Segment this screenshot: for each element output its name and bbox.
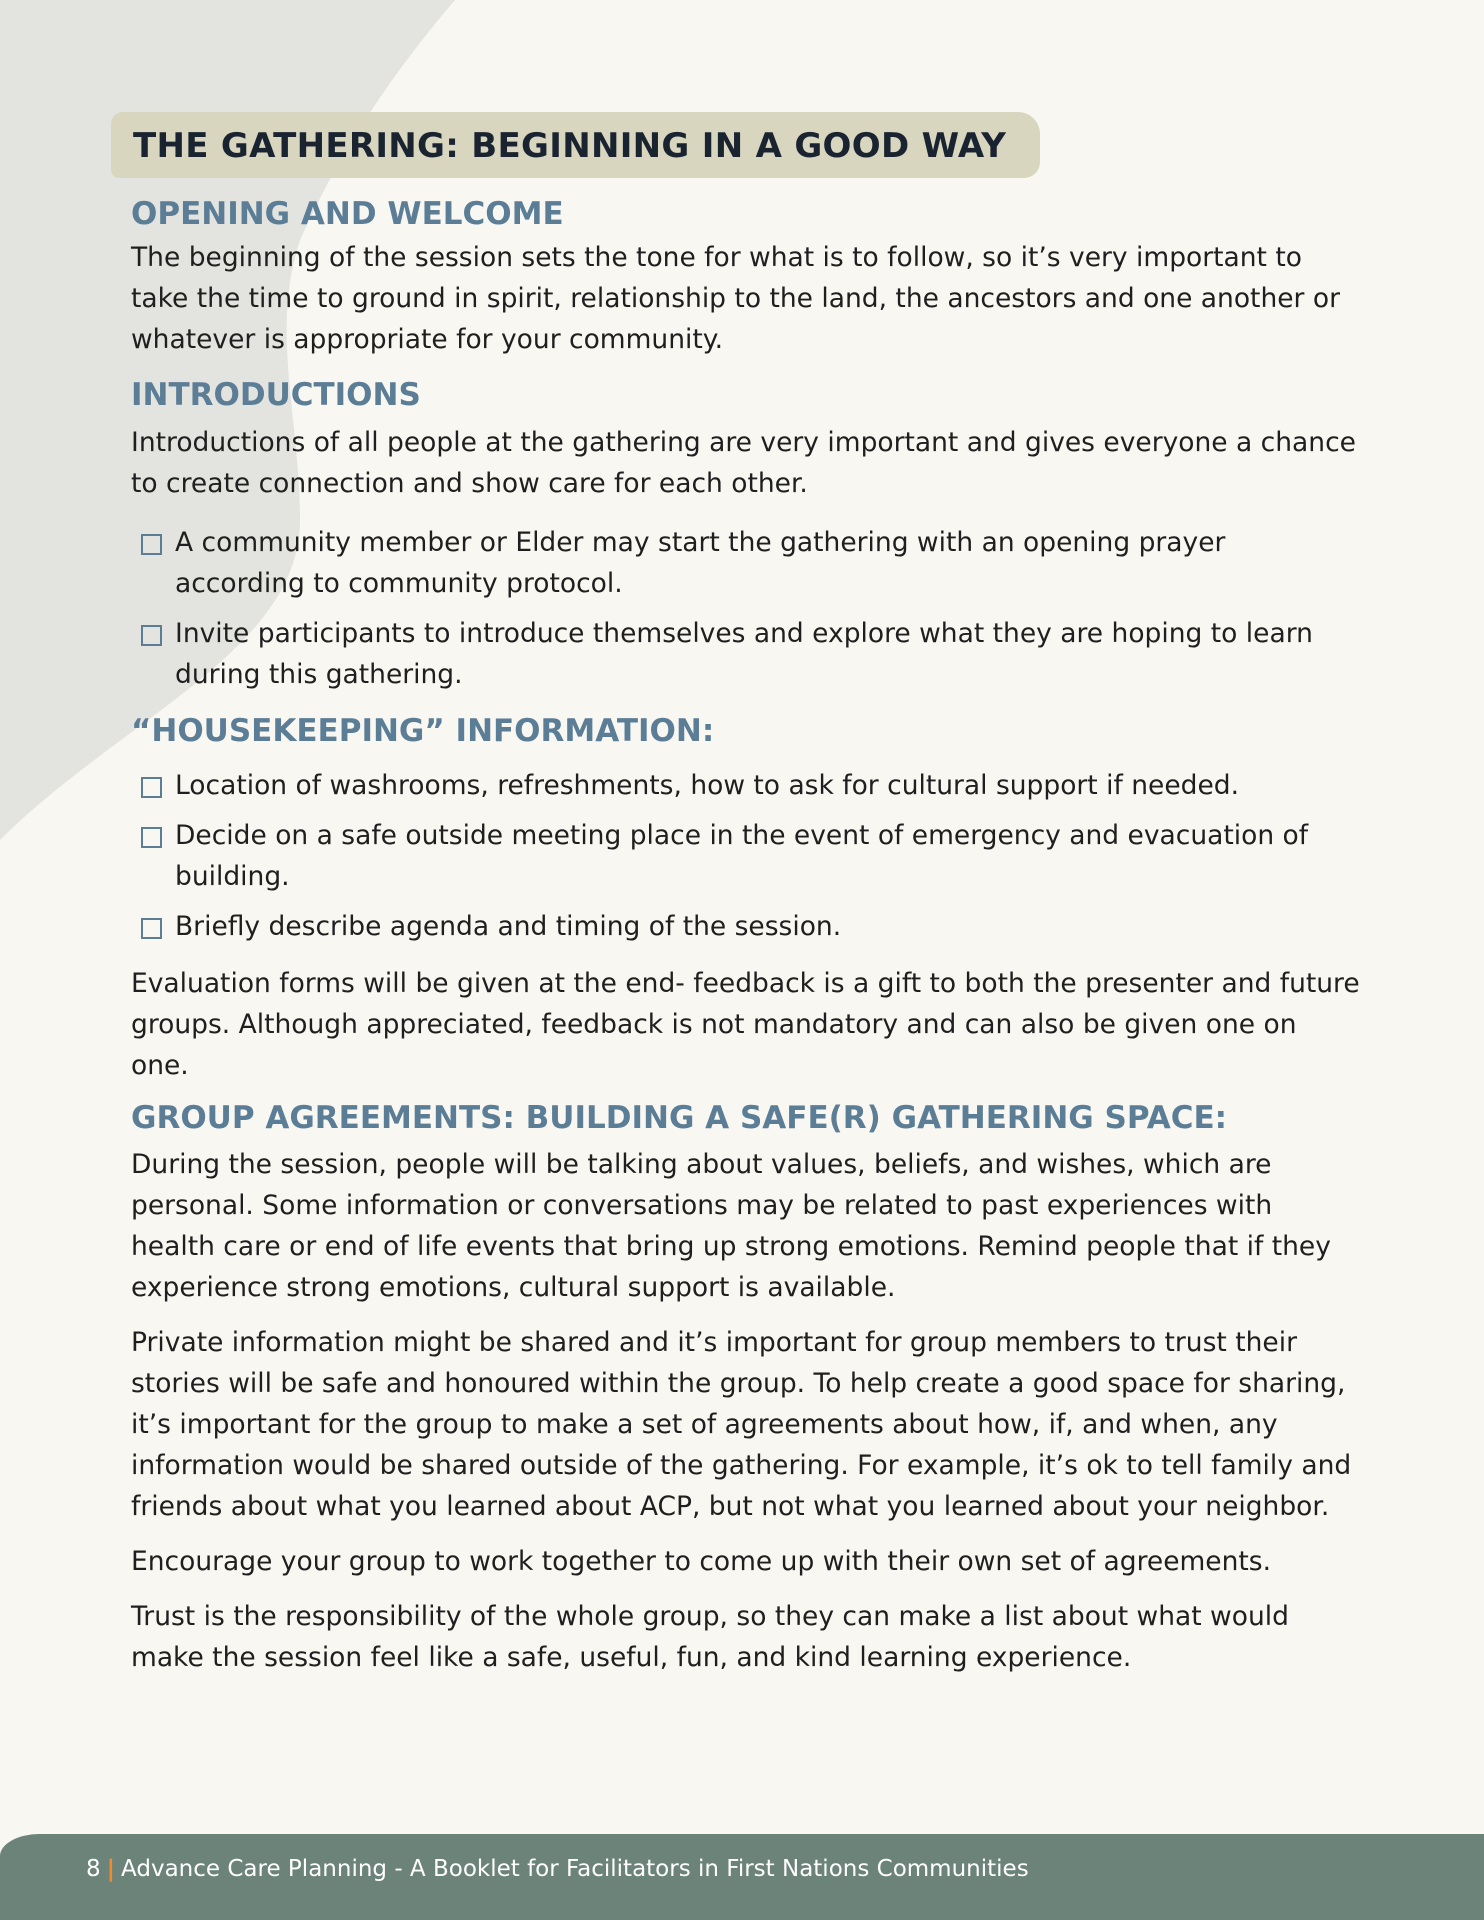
checklist-item [131, 613, 1361, 695]
checklist-item [131, 815, 1361, 897]
checklist-item-text: Location of washrooms, refreshments, how to ask for cultural support if needed. [175, 769, 1240, 801]
checkbox-icon[interactable] [141, 918, 162, 939]
checklist-item-text: Briefly describe agenda and timing of the session. [175, 910, 842, 942]
page-number: 8 [86, 1856, 101, 1882]
checkbox-icon[interactable] [141, 827, 162, 848]
checklist-item [131, 522, 1361, 604]
page-content [131, 112, 1361, 1678]
housekeeping-heading: “HOUSEKEEPING” INFORMATION: [131, 713, 715, 750]
checklist-item-text: Invite participants to introduce themselves and explore what they are hoping to learn during this gathering. [175, 618, 1313, 691]
agreements-paragraph: Trust is the responsibility of the whole group, so they can make a list about what would make the session feel like a safe, useful, fun, and kind learning experience. [131, 1600, 1289, 1673]
page-footer [0, 1834, 1484, 1920]
footer-separator: | [106, 1856, 116, 1882]
checklist-item [131, 765, 1361, 806]
evaluation-paragraph: Evaluation forms will be given at the end- feedback is a gift to both the presenter and future groups. Although appreciated, feedback is not mandatory and can also be given one on one. [131, 967, 1360, 1081]
agreements-heading: GROUP AGREEMENTS: BUILDING A SAFE(R) GATHERING SPACE: [131, 1099, 1228, 1136]
footer-text [86, 1856, 1029, 1882]
agreements-paragraph: During the session, people will be talking about values, beliefs, and wishes, which are personal. Some information or conversations may be related to past experiences with health care or end of life events that bring up strong emotions. Remind people that if they experience strong emotions, cultural support is available. [131, 1148, 1331, 1303]
agreements-paragraph: Encourage your group to work together to come up with their own set of agreements. [131, 1545, 1272, 1577]
booklet-title: Advance Care Planning - A Booklet for Facilitators in First Nations Communities [121, 1856, 1029, 1882]
checkbox-icon[interactable] [141, 534, 162, 555]
checklist-item-text: Decide on a safe outside meeting place in the event of emergency and evacuation of building. [175, 819, 1309, 892]
checklist-item-text: A community member or Elder may start the gathering with an opening prayer according to community protocol. [175, 527, 1226, 600]
title-banner [111, 112, 1040, 178]
page-title: THE GATHERING: BEGINNING IN A GOOD WAY [133, 126, 1007, 166]
checkbox-icon[interactable] [141, 625, 162, 646]
checklist-item [131, 906, 1361, 947]
housekeeping-checklist [131, 765, 1361, 947]
opening-heading: OPENING AND WELCOME [131, 196, 564, 232]
agreements-paragraph: Private information might be shared and it’s important for group members to trust their stories will be safe and honoured within the group. To help create a good space for sharing, it’s important for the group to make a set of agreements about how, if, and when, any information would be shared outside of the gathering. For example, it’s ok to tell family and friends about what you learned about ACP, but not what you learned about your neighbor. [131, 1326, 1352, 1522]
introductions-checklist [131, 522, 1361, 695]
introductions-heading: INTRODUCTIONS [131, 377, 421, 414]
introductions-paragraph: Introductions of all people at the gathering are very important and gives everyone a chance to create connection and show care for each other. [131, 427, 1356, 500]
checkbox-icon[interactable] [141, 777, 162, 798]
opening-paragraph: The beginning of the session sets the tone for what is to follow, so it’s very important to take the time to ground in spirit, relationship to the land, the ancestors and one another or whatever is appropriate for your community. [131, 242, 1340, 356]
